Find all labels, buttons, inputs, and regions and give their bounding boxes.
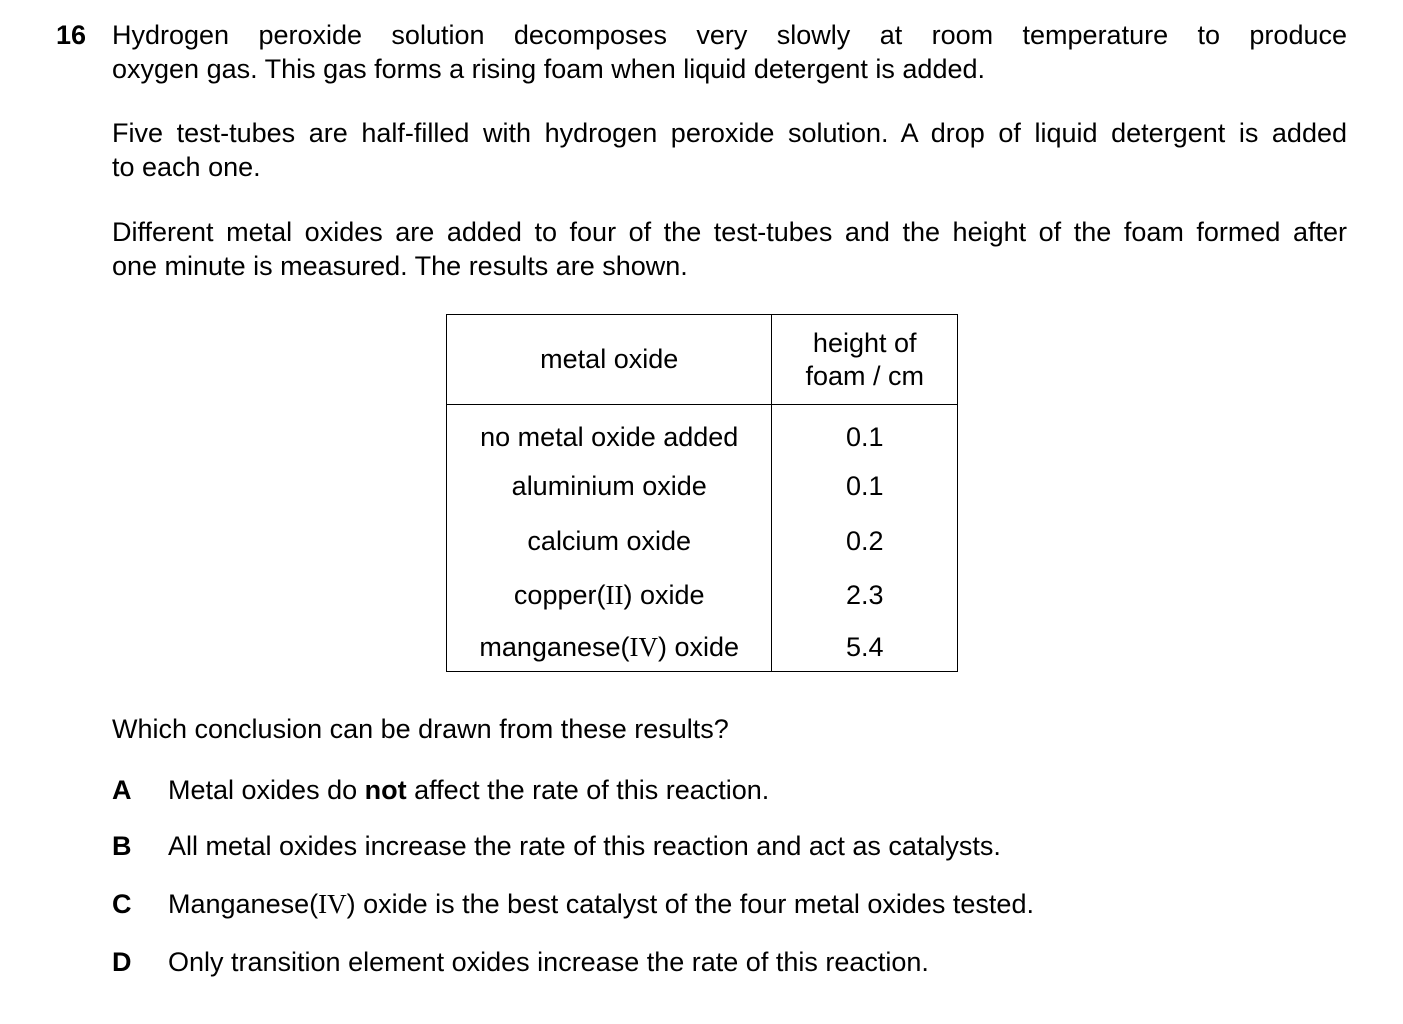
oxide-name-start: copper( xyxy=(513,580,606,611)
oxidation-state: IV xyxy=(629,631,658,662)
oxide-cell xyxy=(447,623,772,672)
option-a[interactable] xyxy=(112,773,769,807)
method-line-2: one minute is measured. The results are shown. xyxy=(112,251,688,281)
option-text-end: ) oxide is the best catalyst of the four metal oxides tested. xyxy=(346,889,1034,919)
oxidation-state: II xyxy=(605,580,624,611)
oxide-name: no metal oxide added xyxy=(480,422,739,452)
option-letter: D xyxy=(112,947,132,977)
height-cell: 0.2 xyxy=(772,514,958,569)
oxide-cell xyxy=(447,459,772,514)
intro-line-1: Hydrogen peroxide solution decomposes very slowly at room temperature to produce xyxy=(112,20,1347,50)
height-cell: 2.3 xyxy=(772,568,958,623)
header-foam-height-line1: height of xyxy=(812,327,917,358)
option-letter: C xyxy=(112,889,132,919)
option-emphasis: not xyxy=(364,775,407,805)
oxide-name-end: ) oxide xyxy=(623,580,705,611)
intro-paragraph xyxy=(112,18,1347,86)
height-cell: 0.1 xyxy=(772,405,958,460)
option-c[interactable] xyxy=(112,887,1034,921)
option-b[interactable] xyxy=(112,829,1001,863)
oxide-cell xyxy=(447,514,772,569)
table-row xyxy=(447,568,958,623)
oxide-cell xyxy=(447,405,772,460)
method-line-1: Different metal oxides are added to four of the test-tubes and the height of the foam formed after xyxy=(112,217,1347,247)
option-text-start: Metal oxides do xyxy=(168,775,365,805)
height-cell: 0.1 xyxy=(772,459,958,514)
option-letter: B xyxy=(112,831,132,861)
option-text-start: Manganese( xyxy=(168,889,319,919)
oxide-name-start: manganese( xyxy=(479,631,630,662)
header-foam-height xyxy=(772,315,958,405)
oxide-name: aluminium oxide xyxy=(511,471,707,502)
method-paragraph xyxy=(112,215,1347,283)
table-row xyxy=(447,514,958,569)
option-text: All metal oxides increase the rate of this reaction and act as catalysts. xyxy=(168,831,1001,861)
option-text: Only transition element oxides increase the rate of this reaction. xyxy=(168,947,929,977)
question-number: 16 xyxy=(56,20,87,50)
header-foam-height-line2: foam / cm xyxy=(805,360,924,391)
oxide-name: calcium oxide xyxy=(527,525,691,556)
table-row xyxy=(447,459,958,514)
oxide-cell xyxy=(447,568,772,623)
oxide-name-end: ) oxide xyxy=(658,631,740,662)
table-header-row xyxy=(447,315,958,405)
option-d[interactable] xyxy=(112,945,929,979)
option-text-end: affect the rate of this reaction. xyxy=(406,775,770,805)
setup-paragraph xyxy=(112,116,1347,184)
header-metal-oxide: metal oxide xyxy=(447,315,772,405)
table-row xyxy=(447,405,958,460)
height-cell: 5.4 xyxy=(772,623,958,672)
oxidation-state: IV xyxy=(318,889,347,919)
setup-line-1: Five test-tubes are half-filled with hydrogen peroxide solution. A drop of liquid detergent is added xyxy=(112,118,1347,148)
results-table xyxy=(446,314,958,672)
option-letter: A xyxy=(112,775,132,805)
intro-line-2: oxygen gas. This gas forms a rising foam when liquid detergent is added. xyxy=(112,54,985,84)
setup-line-2: to each one. xyxy=(112,152,261,182)
table-row xyxy=(447,623,958,672)
question-prompt: Which conclusion can be drawn from these results? xyxy=(112,714,729,744)
